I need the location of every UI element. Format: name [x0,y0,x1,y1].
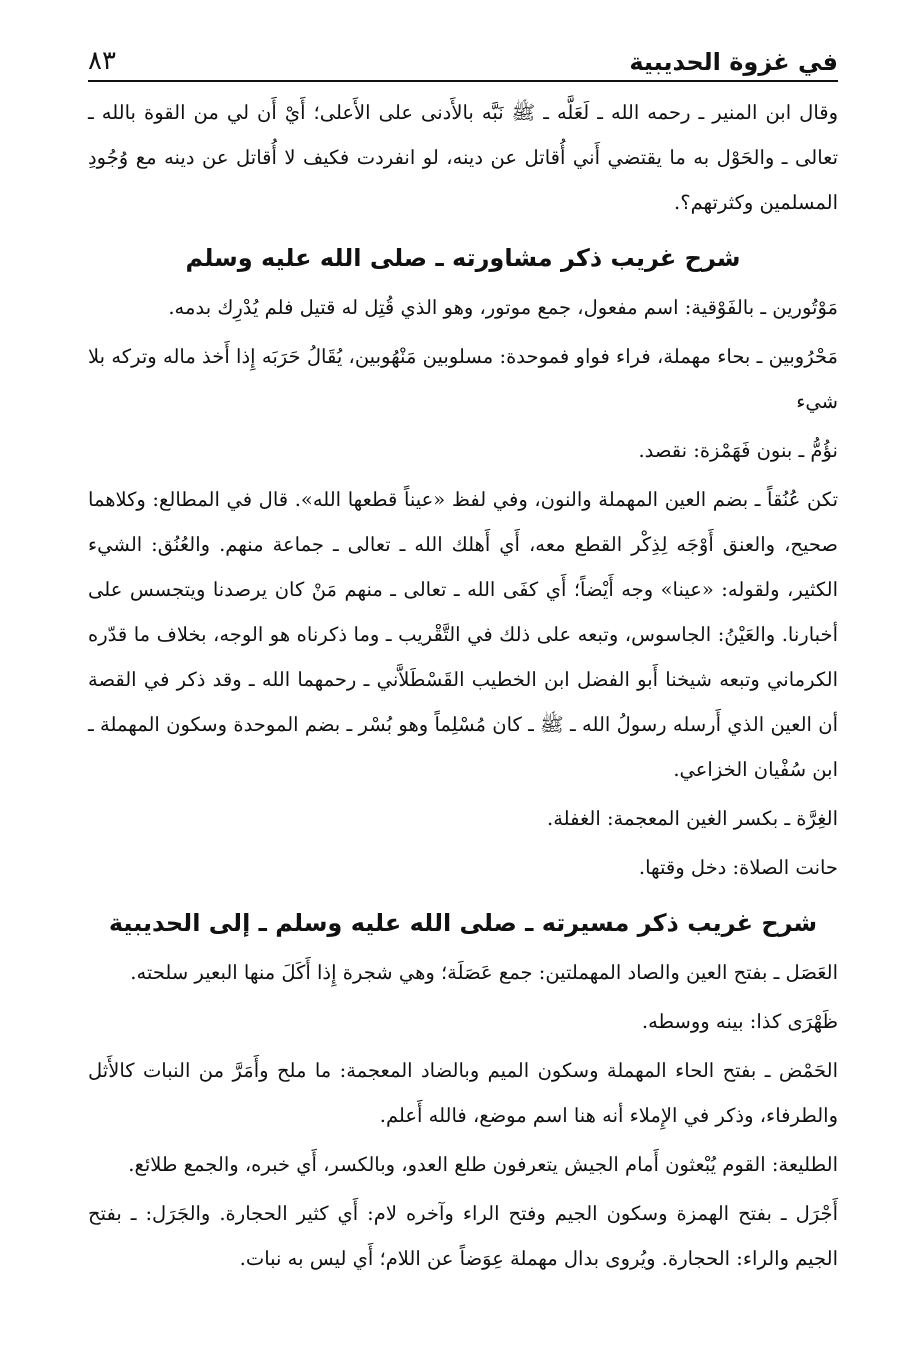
gloss-entry-nauummu: نؤُمُّ ـ بنون فَهَمْزة: نقصد. [638,439,838,462]
running-header [88,32,838,82]
gloss-entry-hamd: الحَمْض ـ بفتح الحاء المهملة وسكون الميم وبالضاد المعجمة: ما ملح وأَمَرَّ من النبات كالأَثل والطرفاء، وذكر في الإِملاء أنه هنا اسم موضع، فالله أَعلم. [88,1059,838,1127]
body-text [88,90,838,1281]
intro-paragraph: وقال ابن المنير ـ رحمه الله ـ لَعَلَّه ـ ﷺ نَبَّه بالأَدنى على الأَعلى؛ أَيْ أَن لي من القوة بالله ـ تعالى ـ والحَوْل به ما يقتضي أَني أُقاتل عن دينه، لو انفردت فكيف لا أُقاتل عن دينه مع وُجُودِ المسلمين وكثرتهم؟. [88,101,838,214]
page-number: ٨٣ [88,46,116,76]
gloss-entry-asal: العَصَل ـ بفتح العين والصاد المهملتين: جمع عَصَلَة؛ وهي شجرة إِذا أَكَلَ منها البعير سلحته. [130,961,838,984]
gloss-entry-mawturin: مَوْتُورين ـ بالفَوْقية: اسم مفعول، جمع موتور، وهو الذي قُتِل له قتيل فلم يُدْرِك بدمه. [168,296,838,319]
book-page [88,32,838,1285]
gloss-entry-mahrubin: مَحْرُوبين ـ بحاء مهملة، فراء فواو فموحدة: مسلوبين مَنْهُوبين، يُقَالُ حَرَبَه إِذا أَخذ ماله وتركه بلا شيء [88,345,838,413]
gloss-entry-unuqan: تكن عُنُقاً ـ بضم العين المهملة والنون، وفي لفظ «عيناً قطعها الله». قال في المطالع: وكلاهما صحيح، والعنق أَوْجَه لِذِكْر القطع معه، أَي أَهلك الله ـ تعالى ـ جماعة منهم. والعُنُق: الشيء الكثير، ولقوله: «عينا» وجه أَيْضاً؛ أَي كفَى الله ـ تعالى ـ منهم مَنْ كان يرصدنا ويتجسس على أخبارنا. والعَيْنُ: الجاسوس، وتبعه على ذلك في التَّقْريب ـ وما ذكرناه هو الوجه، بخلاف ما قدّره الكرماني وتبعه شيخنا أَبو الفضل ابن الخطيب القَسْطَلاَّني ـ رحمهما الله ـ وقد ذكر في القصة أن العين الذي أَرسله رسولُ الله ـ ﷺ ـ كان مُسْلِماً وهو بُسْر ـ بضم الموحدة وسكون المهملة ـ ابن سُفْيان الخزاعي. [88,488,838,781]
gloss-entry-ghirra: الغِرَّة ـ بكسر الغين المعجمة: الغفلة. [547,807,838,830]
gloss-entry-ajral: أَجْرَل ـ بفتح الهمزة وسكون الجيم وفتح الراء وآخره لام: أَي كثير الحجارة. والجَرَل: ـ بفتح الجيم والراء: الحجارة. ويُروى بدال مهملة عِوَضاً عن اللام؛ أَي ليس به نبات. [88,1202,838,1270]
running-title: في غزوة الحديبية [629,48,838,76]
section-heading-consultation: شرح غريب ذكر مشاورته ـ صلى الله عليه وسلم [185,244,741,272]
gloss-entry-salat: حانت الصلاة: دخل وقتها. [638,856,838,879]
gloss-entry-talia: الطليعة: القوم يُبْعثون أَمام الجيش يتعرفون طلع العدو، وبالكسر، أَي خبره، والجمع طلائع. [128,1153,838,1176]
gloss-entry-zahra: ظَهْرَى كذا: بينه ووسطه. [641,1010,838,1033]
section-heading-march: شرح غريب ذكر مسيرته ـ صلى الله عليه وسلم ـ إلى الحديبية [108,909,818,937]
